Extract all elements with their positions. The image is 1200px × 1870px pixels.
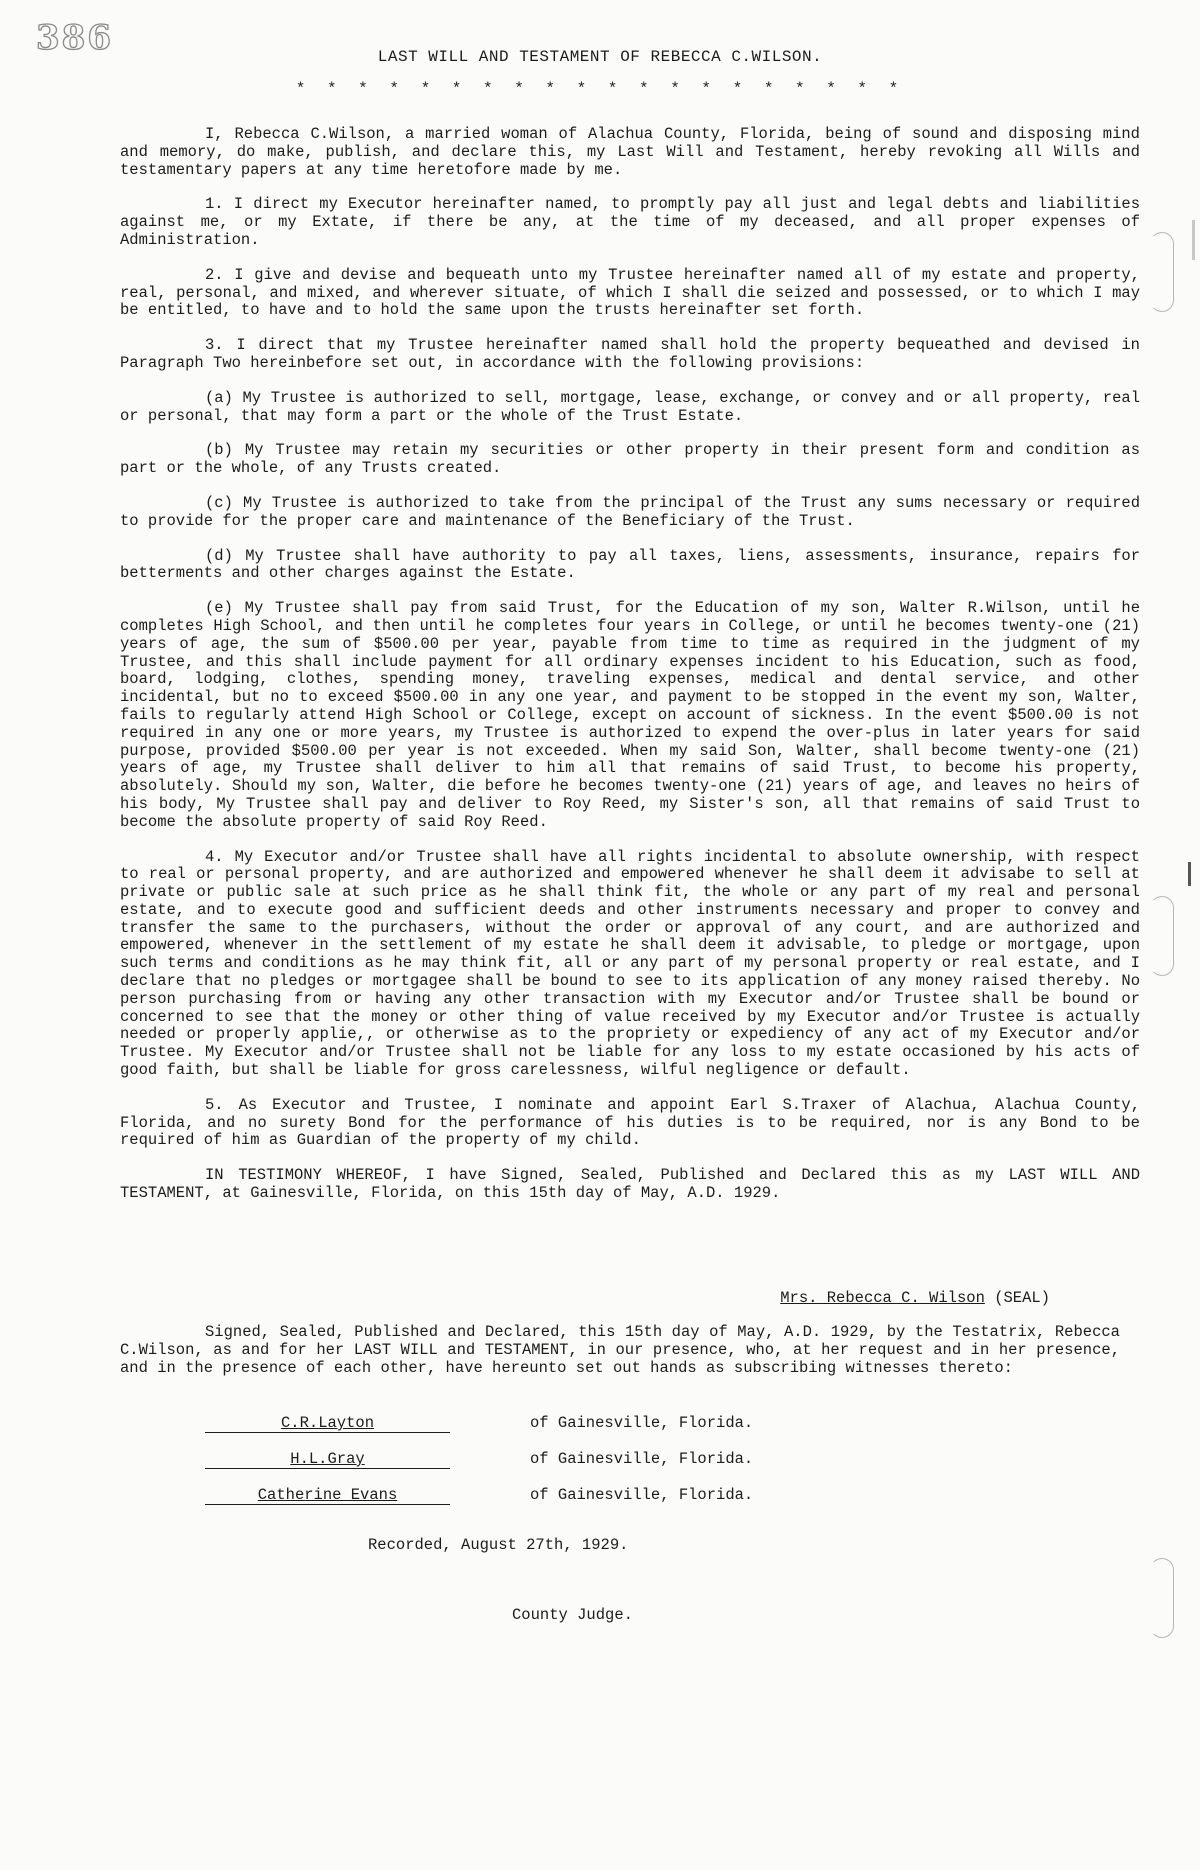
binder-hole-mark bbox=[1150, 232, 1174, 312]
page-number: 386 bbox=[36, 18, 113, 58]
paragraph-5: 5. As Executor and Trustee, I nominate and appoint Earl S.Traxer of Alachua, Alachua County, Florida, and no surety Bond for the performance of his duties is to be required, nor is any Bond to be required of him as Guardian of the property of my child. bbox=[120, 1095, 1140, 1150]
title-separator: * * * * * * * * * * * * * * * * * * * * bbox=[295, 80, 905, 98]
paragraph-3d: (d) My Trustee shall have authority to pay all taxes, liens, assessments, insurance, repairs for betterments and other charges against the Estate. bbox=[120, 546, 1140, 583]
signature-name: Mrs. Rebecca C. Wilson bbox=[780, 1289, 985, 1307]
witness-name-line bbox=[205, 1450, 450, 1469]
document-title: LAST WILL AND TESTAMENT OF REBECCA C.WILSON. bbox=[377, 48, 823, 66]
intro-paragraph: I, Rebecca C.Wilson, a married woman of Alachua County, Florida, being of sound and disposing mind and memory, do make, publish, and declare this, my Last Will and Testament, hereby revoking all Wills and testamentary papers at any time heretofore made by me. bbox=[120, 125, 1140, 179]
paragraph-3b: (b) My Trustee may retain my securities or other property in their present form and condition as part or the whole, of any Trusts created. bbox=[120, 441, 1140, 478]
attestation-text: Signed, Sealed, Published and Declared, this 15th day of May, A.D. 1929, by the Testatrix, Rebecca C.Wilson, as and for her LAST WILL and TESTAMENT, in our presence, who, at her request and in her presence, and in the presence of each other, have hereunto set out hands as subscribing witnesses thereto: bbox=[120, 1323, 1120, 1377]
witness-name-line bbox=[205, 1414, 450, 1433]
will-body bbox=[120, 126, 1140, 1220]
witness-place: of Gainesville, Florida. bbox=[530, 1486, 754, 1504]
attestation-clause bbox=[120, 1324, 1120, 1377]
witness-row bbox=[205, 1450, 753, 1469]
witness-row bbox=[205, 1486, 753, 1505]
paragraph-1: 1. I direct my Executor hereinafter named, to promptly pay all just and legal debts and liabilities against me, or my Extate, if there be any, at the time of my deceased, and all proper expenses of Administration. bbox=[120, 195, 1140, 249]
witness-place: of Gainesville, Florida. bbox=[530, 1450, 754, 1468]
county-judge-label: County Judge. bbox=[512, 1606, 633, 1624]
witness-name: H.L.Gray bbox=[290, 1450, 365, 1468]
seal-label: (SEAL) bbox=[994, 1289, 1050, 1307]
witness-row bbox=[205, 1414, 753, 1433]
testatrix-signature bbox=[730, 1289, 1050, 1307]
recorded-date: Recorded, August 27th, 1929. bbox=[368, 1536, 629, 1554]
witness-name-line bbox=[205, 1486, 450, 1505]
paragraph-4: 4. My Executor and/or Trustee shall have all rights incidental to absolute ownership, with respect to real or personal property, and are authorized and empowered whenever he shall deem it advisabe to sell at private or public sale at such price as he shall think fit, the whole or any part of my real and personal estate, and to execute good and sufficient deeds and other instruments necessary and proper to convey and transfer the same to the purchasers, without the order or approval of any court, and are authorized and empowered, whenever in the settlement of my estate he shall deem it advisable, to pledge or mortgage, upon such terms and conditions as he may think fit, all or any part of my personal property or real estate, and I declare that no pledges or mortgagee shall be bound to see to its application of any money raised thereby. No person purchasing from or having any other transaction with my Executor and/or Trustee shall be bound or concerned to see that the money or other thing of value received by my Executor and/or Trustee is actually needed or properly applie,, or otherwise as to the propriety or expediency of any act of my Executor and/or Trustee. My Executor and/or Trustee shall not be liable for any loss to my estate occasioned by his acts of good faith, but shall be liable for gross carelessness, wilful negligence or default. bbox=[120, 847, 1140, 1080]
binder-hole-mark bbox=[1150, 896, 1174, 976]
paragraph-3a: (a) My Trustee is authorized to sell, mortgage, lease, exchange, or convey and or all property, real or personal, that may form a part or the whole of the Trust Estate. bbox=[120, 388, 1140, 425]
paragraph-3e: (e) My Trustee shall pay from said Trust, for the Education of my son, Walter R.Wilson, until he completes High School, and then until he completes four years in College, or until he becomes twenty-one (21) years of age, the sum of $500.00 per year, payable from time to time as required in the judgment of my Trustee, and this shall include payment for all ordinary expenses incident to his Education, such as food, board, lodging, clothes, spending money, traveling expenses, medical and dental service, and other incidental, but no to exceed $500.00 in any one year, and payment to be stopped in the event my son, Walter, fails to regularly attend High School or College, except on account of sickness. In the event $500.00 is not required in any one or more years, my Trustee is authorized to expend the over-plus in later years for said purpose, provided $500.00 per year is not exceeded. When my said Son, Walter, shall become twenty-one (21) years of age, my Trustee shall deliver to him all that remains of said Trust, to become his property, absolutely. Should my son, Walter, die before he becomes twenty-one (21) years of age, and leaves no heirs of his body, My Trustee shall pay and deliver to Roy Reed, my Sister's son, all that remains of said Trust to become the absolute property of said Roy Reed. bbox=[120, 599, 1140, 831]
binder-hole-mark bbox=[1150, 1558, 1174, 1638]
paragraph-3c: (c) My Trustee is authorized to take from the principal of the Trust any sums necessary or required to provide for the proper care and maintenance of the Beneficiary of the Trust. bbox=[120, 493, 1140, 530]
paragraph-2: 2. I give and devise and bequeath unto my Trustee hereinafter named all of my estate and property, real, personal, and mixed, and wherever situate, of which I shall die seized and possessed, or to which I may be entitled, to have and to hold the same upon the trusts hereinafter set forth. bbox=[120, 265, 1140, 320]
witness-name: C.R.Layton bbox=[280, 1414, 374, 1432]
witness-name: Catherine Evans bbox=[257, 1486, 398, 1504]
margin-scan-mark bbox=[1188, 862, 1191, 886]
margin-scan-mark bbox=[1192, 220, 1195, 260]
paragraph-3: 3. I direct that my Trustee hereinafter named shall hold the property bequeathed and devised in Paragraph Two hereinbefore set out, in accordance with the following provisions: bbox=[120, 336, 1140, 372]
testimony-paragraph: IN TESTIMONY WHEREOF, I have Signed, Sealed, Published and Declared this as my LAST WILL AND TESTAMENT, at Gainesville, Florida, on this 15th day of May, A.D. 1929. bbox=[120, 1166, 1140, 1203]
witness-place: of Gainesville, Florida. bbox=[530, 1414, 754, 1432]
